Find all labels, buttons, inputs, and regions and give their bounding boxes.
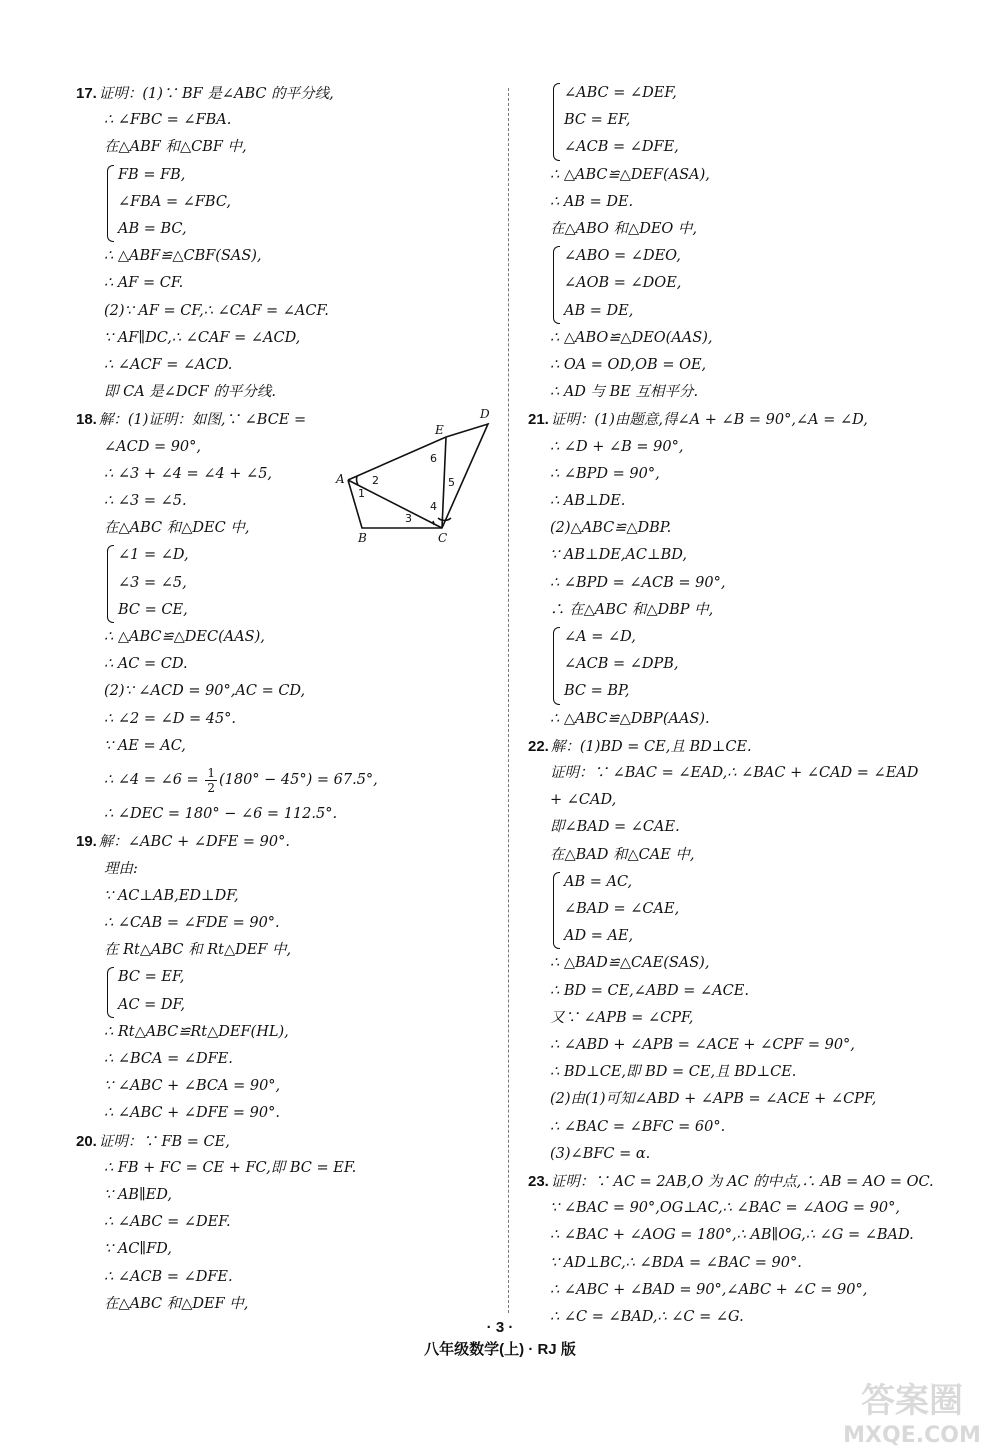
answer-text: ∴ AB = DE. xyxy=(550,193,634,210)
question-number: 18. xyxy=(76,411,97,429)
answer-text: ∵ AB⊥DE,AC⊥BD, xyxy=(550,547,687,564)
answer-text: ∴ ∠BAC = ∠BFC = 60°. xyxy=(550,1118,726,1135)
answer-line xyxy=(550,216,697,243)
answer-line xyxy=(564,678,629,705)
answer-text: ∴ ∠BCA = ∠DFE. xyxy=(104,1051,233,1067)
answer-text: FB = FB, xyxy=(118,166,186,183)
answer-line xyxy=(104,624,265,651)
answer-text: 解：(1)BD = CE,且 BD⊥CE. xyxy=(550,738,752,755)
answer-text: ∠1 = ∠D, xyxy=(118,547,189,564)
answer-line xyxy=(550,1277,867,1304)
answer-line xyxy=(104,461,272,488)
watermark-logo xyxy=(832,1370,992,1450)
answer-text: ∠ACD = 90°, xyxy=(104,438,202,455)
answer-text: 在△ABO 和△DEO 中, xyxy=(550,221,698,237)
answer-line xyxy=(104,1209,231,1236)
answer-text: ∴ Rt△ABC≌Rt△DEF(HL), xyxy=(104,1023,289,1040)
answer-line xyxy=(104,134,247,161)
fraction-numerator: 1 xyxy=(207,765,215,780)
answer-line xyxy=(564,270,681,297)
answer-line xyxy=(76,80,334,108)
watermark-text: 答案圈 xyxy=(861,1381,963,1421)
system-brace xyxy=(553,627,560,705)
point-b-label: B xyxy=(358,531,367,545)
answer-line xyxy=(564,923,633,950)
answer-text: (3)∠BFC = α. xyxy=(550,1145,651,1162)
answer-line xyxy=(104,937,291,964)
answer-text: 解：∠ABC + ∠DFE = 90°. xyxy=(98,834,290,851)
answer-text: ∴ ∠ABC + ∠DFE = 90°. xyxy=(104,1105,280,1122)
column-divider xyxy=(508,88,509,1313)
answer-text: ∴ △ABF≌△CBF(SAS), xyxy=(104,248,262,265)
answer-line xyxy=(550,515,671,542)
answer-text: ∴ △BAD≌△CAE(SAS), xyxy=(550,955,710,972)
answer-text: ∴ △ABC≌△DEF(ASA), xyxy=(550,166,710,183)
answer-line xyxy=(76,1128,230,1156)
answer-line xyxy=(118,570,187,597)
answer-text: ∴ AC = CD. xyxy=(104,656,188,673)
answer-text: (2)∵ AF = CF,∴ ∠CAF = ∠ACF. xyxy=(104,302,329,319)
answer-line xyxy=(564,243,681,270)
answer-text: ∠ABC = ∠DEF, xyxy=(564,85,677,101)
angle-4-label: 4 xyxy=(430,500,437,513)
answer-text: ∴ AB⊥DE. xyxy=(550,493,626,509)
answer-line xyxy=(118,542,189,569)
figure-outline xyxy=(348,424,488,528)
answer-text: ∠AOB = ∠DOE, xyxy=(564,275,682,292)
answer-line xyxy=(104,706,236,733)
answer-line xyxy=(550,542,687,569)
answer-line xyxy=(104,270,183,297)
answer-text: ∴ BD = CE,∠ABD = ∠ACE. xyxy=(550,982,749,999)
answer-line xyxy=(550,814,680,841)
angle-arc-c2 xyxy=(438,518,451,520)
answer-text: ∴ ∠3 = ∠5. xyxy=(104,493,187,509)
answer-text: 在△ABF 和△CBF 中, xyxy=(104,139,247,156)
answer-text: ∵ AD⊥BC,∴ ∠BDA = ∠BAC = 90°. xyxy=(550,1254,802,1271)
answer-text: 解：(1)证明：如图,∵ ∠BCE = xyxy=(98,412,307,429)
answer-line xyxy=(564,80,677,107)
answer-line xyxy=(104,1019,289,1046)
answer-text: ∴ △ABO≌△DEO(AAS), xyxy=(550,329,713,346)
answer-text: ∴ ∠D + ∠B = 90°, xyxy=(550,438,684,455)
answer-line xyxy=(104,1182,172,1209)
answer-text: ∴ ∠FBC = ∠FBA. xyxy=(104,112,232,129)
answer-line xyxy=(550,597,713,624)
answer-text: ∴ ∠3 + ∠4 = ∠4 + ∠5, xyxy=(104,465,273,482)
answer-text: ∵ AF∥DC,∴ ∠CAF = ∠ACD, xyxy=(104,329,301,346)
answer-text: ∠A = ∠D, xyxy=(564,629,636,645)
answer-text: ∠ACB = ∠DFE, xyxy=(564,139,679,156)
page-number: · 3 · xyxy=(486,1319,514,1336)
answer-line xyxy=(550,978,749,1005)
answer-line xyxy=(104,107,231,134)
answer-line xyxy=(550,189,633,216)
answer-text: ∠3 = ∠5, xyxy=(118,574,187,591)
answer-line xyxy=(104,1100,280,1127)
answer-line xyxy=(104,883,239,910)
answer-text: 在△ABC 和△DEF 中, xyxy=(104,1295,249,1312)
answer-line xyxy=(550,1086,876,1113)
answer-text: AB = BC, xyxy=(118,221,187,237)
answer-text: (2)△ABC≌△DBP. xyxy=(550,520,672,537)
point-c-label: C xyxy=(438,531,448,545)
answer-text: ∴ AF = CF. xyxy=(104,275,184,292)
answer-line xyxy=(564,107,630,134)
answer-text: 证明：(1)由题意,得∠A + ∠B = 90°,∠A = ∠D, xyxy=(550,412,868,429)
answer-text: 在 Rt△ABC 和 Rt△DEF 中, xyxy=(104,942,292,959)
angle-2-label: 2 xyxy=(372,474,379,487)
answer-line xyxy=(550,1250,802,1277)
geometry-figure xyxy=(330,400,500,545)
answer-line xyxy=(550,1059,796,1086)
answer-line xyxy=(118,964,184,991)
answer-text: ∴ △ABC≌△DBP(AAS). xyxy=(550,710,710,727)
answer-line xyxy=(104,1236,172,1263)
answer-text: 证明：∵ ∠BAC = ∠EAD,∴ ∠BAC + ∠CAD = ∠EAD xyxy=(550,765,919,781)
fraction-denominator: 2 xyxy=(207,780,215,795)
answer-line xyxy=(564,896,679,923)
answer-line xyxy=(104,379,276,406)
answer-line xyxy=(550,325,712,352)
angle-6-label: 6 xyxy=(430,452,437,465)
answer-text: ∴ ∠ABC + ∠BAD = 90°,∠ABC + ∠C = 90°, xyxy=(550,1281,868,1298)
answer-text: AC = DF, xyxy=(118,996,185,1013)
answer-line xyxy=(528,406,868,434)
answer-line xyxy=(104,801,337,828)
answer-text: BC = EF, xyxy=(564,112,631,129)
system-brace xyxy=(553,872,560,950)
answer-text: 证明：∵ FB = CE, xyxy=(98,1133,230,1150)
answer-text: ∠ACB = ∠DPB, xyxy=(564,656,679,673)
answer-text: ∴ ∠BAC + ∠AOG = 180°,∴ AB∥OG,∴ ∠G = ∠BAD. xyxy=(550,1227,914,1244)
answer-text: (2)由(1)可知∠ABD + ∠APB = ∠ACE + ∠CPF, xyxy=(550,1091,877,1108)
answer-text: 即 CA 是∠DCF 的平分线. xyxy=(104,384,276,401)
answer-line xyxy=(550,1195,900,1222)
answer-text: BC = BP, xyxy=(564,683,630,700)
answer-line xyxy=(550,434,683,461)
answer-line xyxy=(118,597,188,624)
answer-text: ∴ ∠ACB = ∠DFE. xyxy=(104,1268,233,1285)
answer-line xyxy=(550,1114,725,1141)
angle-5-label: 5 xyxy=(448,476,455,489)
angle-1-label: 1 xyxy=(358,487,365,500)
answer-line xyxy=(104,1073,280,1100)
answer-text: ∵ AC⊥AB,ED⊥DF, xyxy=(104,887,239,904)
answer-line xyxy=(104,1291,248,1318)
answer-text: ∠ABO = ∠DEO, xyxy=(564,248,681,265)
answer-text: AB = DE, xyxy=(564,302,634,319)
answer-line xyxy=(104,733,186,760)
answer-text: BC = EF, xyxy=(118,969,185,986)
system-brace xyxy=(553,83,560,161)
book-title: 八年级数学(上) · RJ 版 xyxy=(424,1341,576,1358)
answer-line xyxy=(118,992,185,1019)
answer-text: AD = AE, xyxy=(564,928,634,945)
answer-text: 证明：∵ AC = 2AB,O 为 AC 的中点,∴ AB = AO = OC. xyxy=(550,1174,934,1190)
answer-line xyxy=(104,298,329,325)
answer-line xyxy=(118,162,185,189)
answer-text: 即∠BAD = ∠CAE. xyxy=(550,819,680,836)
answer-line xyxy=(564,651,679,678)
answer-line xyxy=(104,488,187,515)
answer-text: ∴ ∠2 = ∠D = 45°. xyxy=(104,710,237,727)
answer-text: ∴ BD⊥CE,即 BD = CE,且 BD⊥CE. xyxy=(550,1064,797,1081)
question-number: 19. xyxy=(76,833,97,851)
point-a-label: A xyxy=(336,472,345,486)
answer-line xyxy=(528,733,752,761)
answer-text: ∵ AB∥ED, xyxy=(104,1187,172,1203)
answer-line xyxy=(104,352,232,379)
answer-line xyxy=(104,678,305,705)
answer-line xyxy=(104,1264,233,1291)
answer-line xyxy=(550,842,695,869)
answer-text: ∴ OA = OD,OB = OE, xyxy=(550,357,707,373)
answer-text: ∴ ∠4 = ∠6 = xyxy=(104,772,204,788)
answer-line xyxy=(550,787,616,814)
answer-text: ∴ ∠C = ∠BAD,∴ ∠C = ∠G. xyxy=(550,1309,744,1325)
answer-line xyxy=(564,298,633,325)
answer-line xyxy=(550,1222,914,1249)
answer-text: ∴ 在△ABC 和△DBP 中, xyxy=(550,601,714,618)
answer-text: 在△BAD 和△CAE 中, xyxy=(550,846,695,863)
answer-line xyxy=(550,352,706,379)
answer-line xyxy=(550,1005,693,1032)
question-number: 20. xyxy=(76,1132,97,1150)
answer-text: ∵ AC∥FD, xyxy=(104,1241,172,1258)
answer-line xyxy=(550,488,625,515)
answer-line xyxy=(564,134,679,161)
answer-line xyxy=(550,950,709,977)
answer-line xyxy=(550,379,698,406)
angle-arc-a xyxy=(357,476,358,485)
question-number: 21. xyxy=(528,411,549,429)
answer-text: ∵ ∠BAC = 90°,OG⊥AC,∴ ∠BAC = ∠AOG = 90°, xyxy=(550,1200,900,1217)
answer-line xyxy=(104,515,249,542)
answer-line xyxy=(104,760,378,801)
answer-text: ∴ AD 与 BE 互相平分. xyxy=(550,384,699,401)
segment-ec xyxy=(442,437,446,528)
answer-line xyxy=(118,216,187,243)
answer-line xyxy=(104,910,280,937)
system-brace xyxy=(107,545,114,623)
answer-line xyxy=(104,1046,233,1073)
answer-line xyxy=(550,162,710,189)
page-footer xyxy=(0,1318,1000,1362)
answer-text: ∵ AE = AC, xyxy=(104,737,186,754)
answer-text: BC = CE, xyxy=(118,601,188,618)
answer-text: AB = AC, xyxy=(564,873,633,890)
answer-text: ∴ ∠CAB = ∠FDE = 90°. xyxy=(104,915,280,931)
answer-line xyxy=(550,570,725,597)
answer-line xyxy=(564,869,632,896)
answer-text: ∵ ∠ABC + ∠BCA = 90°, xyxy=(104,1078,281,1095)
answer-line xyxy=(104,434,201,461)
answer-line xyxy=(104,856,138,883)
answer-line xyxy=(104,243,262,270)
system-brace xyxy=(107,165,114,243)
answer-line xyxy=(550,1032,855,1059)
answer-line xyxy=(550,706,710,733)
answer-line xyxy=(76,828,290,856)
answer-line xyxy=(104,1155,356,1182)
answer-text: ∴ ∠ABC = ∠DEF. xyxy=(104,1214,231,1231)
answer-text: ∠FBA = ∠FBC, xyxy=(118,193,232,210)
answer-text: + ∠CAD, xyxy=(550,792,617,809)
angle-arc-c xyxy=(433,521,434,525)
answer-text: ∴ FB + FC = CE + FC,即 BC = EF. xyxy=(104,1159,357,1176)
answer-line xyxy=(76,406,306,434)
answer-text: ∴ ∠BPD = ∠ACB = 90°, xyxy=(550,574,726,591)
question-number: 23. xyxy=(528,1173,549,1190)
answer-line xyxy=(118,189,231,216)
answer-text: 证明：(1)∵ BF 是∠ABC 的平分线, xyxy=(98,86,334,102)
question-number: 17. xyxy=(76,85,97,102)
answer-text: (2)∵ ∠ACD = 90°,AC = CD, xyxy=(104,683,306,700)
answer-text: 理由: xyxy=(104,860,138,877)
watermark-url: MXQE.COM xyxy=(843,1423,981,1448)
answer-text: ∴ ∠DEC = 180° − ∠6 = 112.5°. xyxy=(104,806,338,823)
answer-line xyxy=(528,1168,934,1196)
fraction xyxy=(205,766,217,795)
answer-text: ∴ ∠BPD = 90°, xyxy=(550,465,660,482)
answer-line xyxy=(564,624,636,651)
answer-text: 在△ABC 和△DEC 中, xyxy=(104,520,250,537)
answer-text: ∠BAD = ∠CAE, xyxy=(564,901,680,917)
point-e-label: E xyxy=(435,423,444,437)
answer-text-after: (180° − 45°) = 67.5°, xyxy=(218,772,378,788)
answer-text: ∴ ∠ABD + ∠APB = ∠ACE + ∠CPF = 90°, xyxy=(550,1037,855,1053)
system-brace xyxy=(107,967,114,1017)
angle-3-label: 3 xyxy=(405,512,412,525)
answer-text: 又∵ ∠APB = ∠CPF, xyxy=(550,1009,694,1026)
answer-line xyxy=(550,461,660,488)
point-d-label: D xyxy=(480,407,490,421)
answer-text: ∴ ∠ACF = ∠ACD. xyxy=(104,357,233,373)
answer-text: ∴ △ABC≌△DEC(AAS), xyxy=(104,629,265,645)
answer-line xyxy=(104,651,188,678)
answer-line xyxy=(550,1141,650,1168)
system-brace xyxy=(553,246,560,324)
answer-line xyxy=(104,325,300,352)
question-number: 22. xyxy=(528,737,549,755)
answer-line xyxy=(550,760,918,787)
